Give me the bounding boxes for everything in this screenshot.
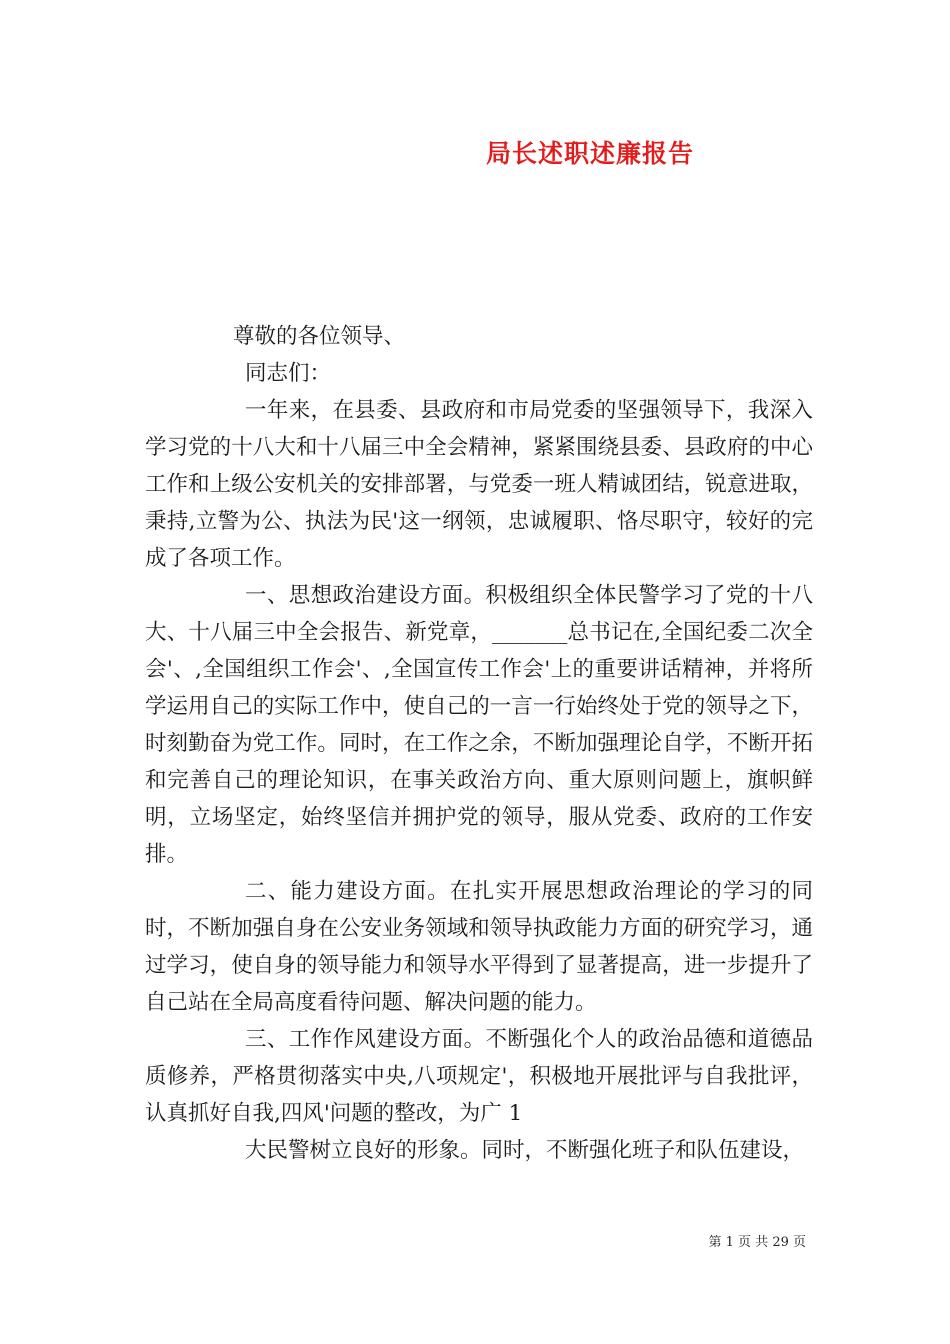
paragraph-workstyle: 三、工作作风建设方面。不断强化个人的政治品德和道德品质修养，严格贯彻落实中央,八项规定'，积极地开展批评与自我批评，认真抓好自我,四风'问题的整改，为广 1 xyxy=(145,1027,813,1126)
paragraph-intro: 一年来，在县委、县政府和市局党委的坚强领导下，我深入学习党的十八大和十八届三中全会精神，紧紧围绕县委、县政府的中心工作和上级公安机关的安排部署，与党委一班人精诚团结，锐意进取，秉持,立警为公、执法为民'这一纲领，忠诚履职、恪尽职守，较好的完成了各项工作。 xyxy=(145,398,813,571)
page-number: 第 1 页 共 29 页 xyxy=(708,1235,806,1250)
paragraph-political: 一、思想政治建设方面。积极组织全体民警学习了党的十八大、十八届三中全会报告、新党章，_______总书记在,全国纪委二次全会'、,全国组织工作会'、,全国宣传工作会'上的重要讲话精神，并将所学运用自己的实际工作中，使自己的一言一行始终处于党的领导之下，时刻勤奋为党工作。同时，在工作之余，不断加强理论自学，不断开拓和完善自己的理论知识，在事关政治方向、重大原则问题上，旗帜鲜明，立场坚定，始终坚信并拥护党的领导，服从党委、政府的工作安排。 xyxy=(145,583,813,867)
paragraph-ability: 二、能力建设方面。在扎实开展思想政治理论的学习的同时，不断加强自身在公安业务领域和领导执政能力方面的研究学习，通过学习，使自身的领导能力和领导水平得到了显著提高，进一步提升了自己站在全局高度看待问题、解决问题的能力。 xyxy=(145,879,813,1015)
document-body xyxy=(145,318,813,1169)
greeting-line-1: 尊敬的各位领导、 xyxy=(233,324,406,349)
paragraph-continued: 大民警树立良好的形象。同时，不断强化班子和队伍建设， xyxy=(245,1138,805,1163)
document-title: 局长述职述廉报告 xyxy=(485,139,694,168)
greeting-line-2: 同志们： xyxy=(245,361,332,386)
